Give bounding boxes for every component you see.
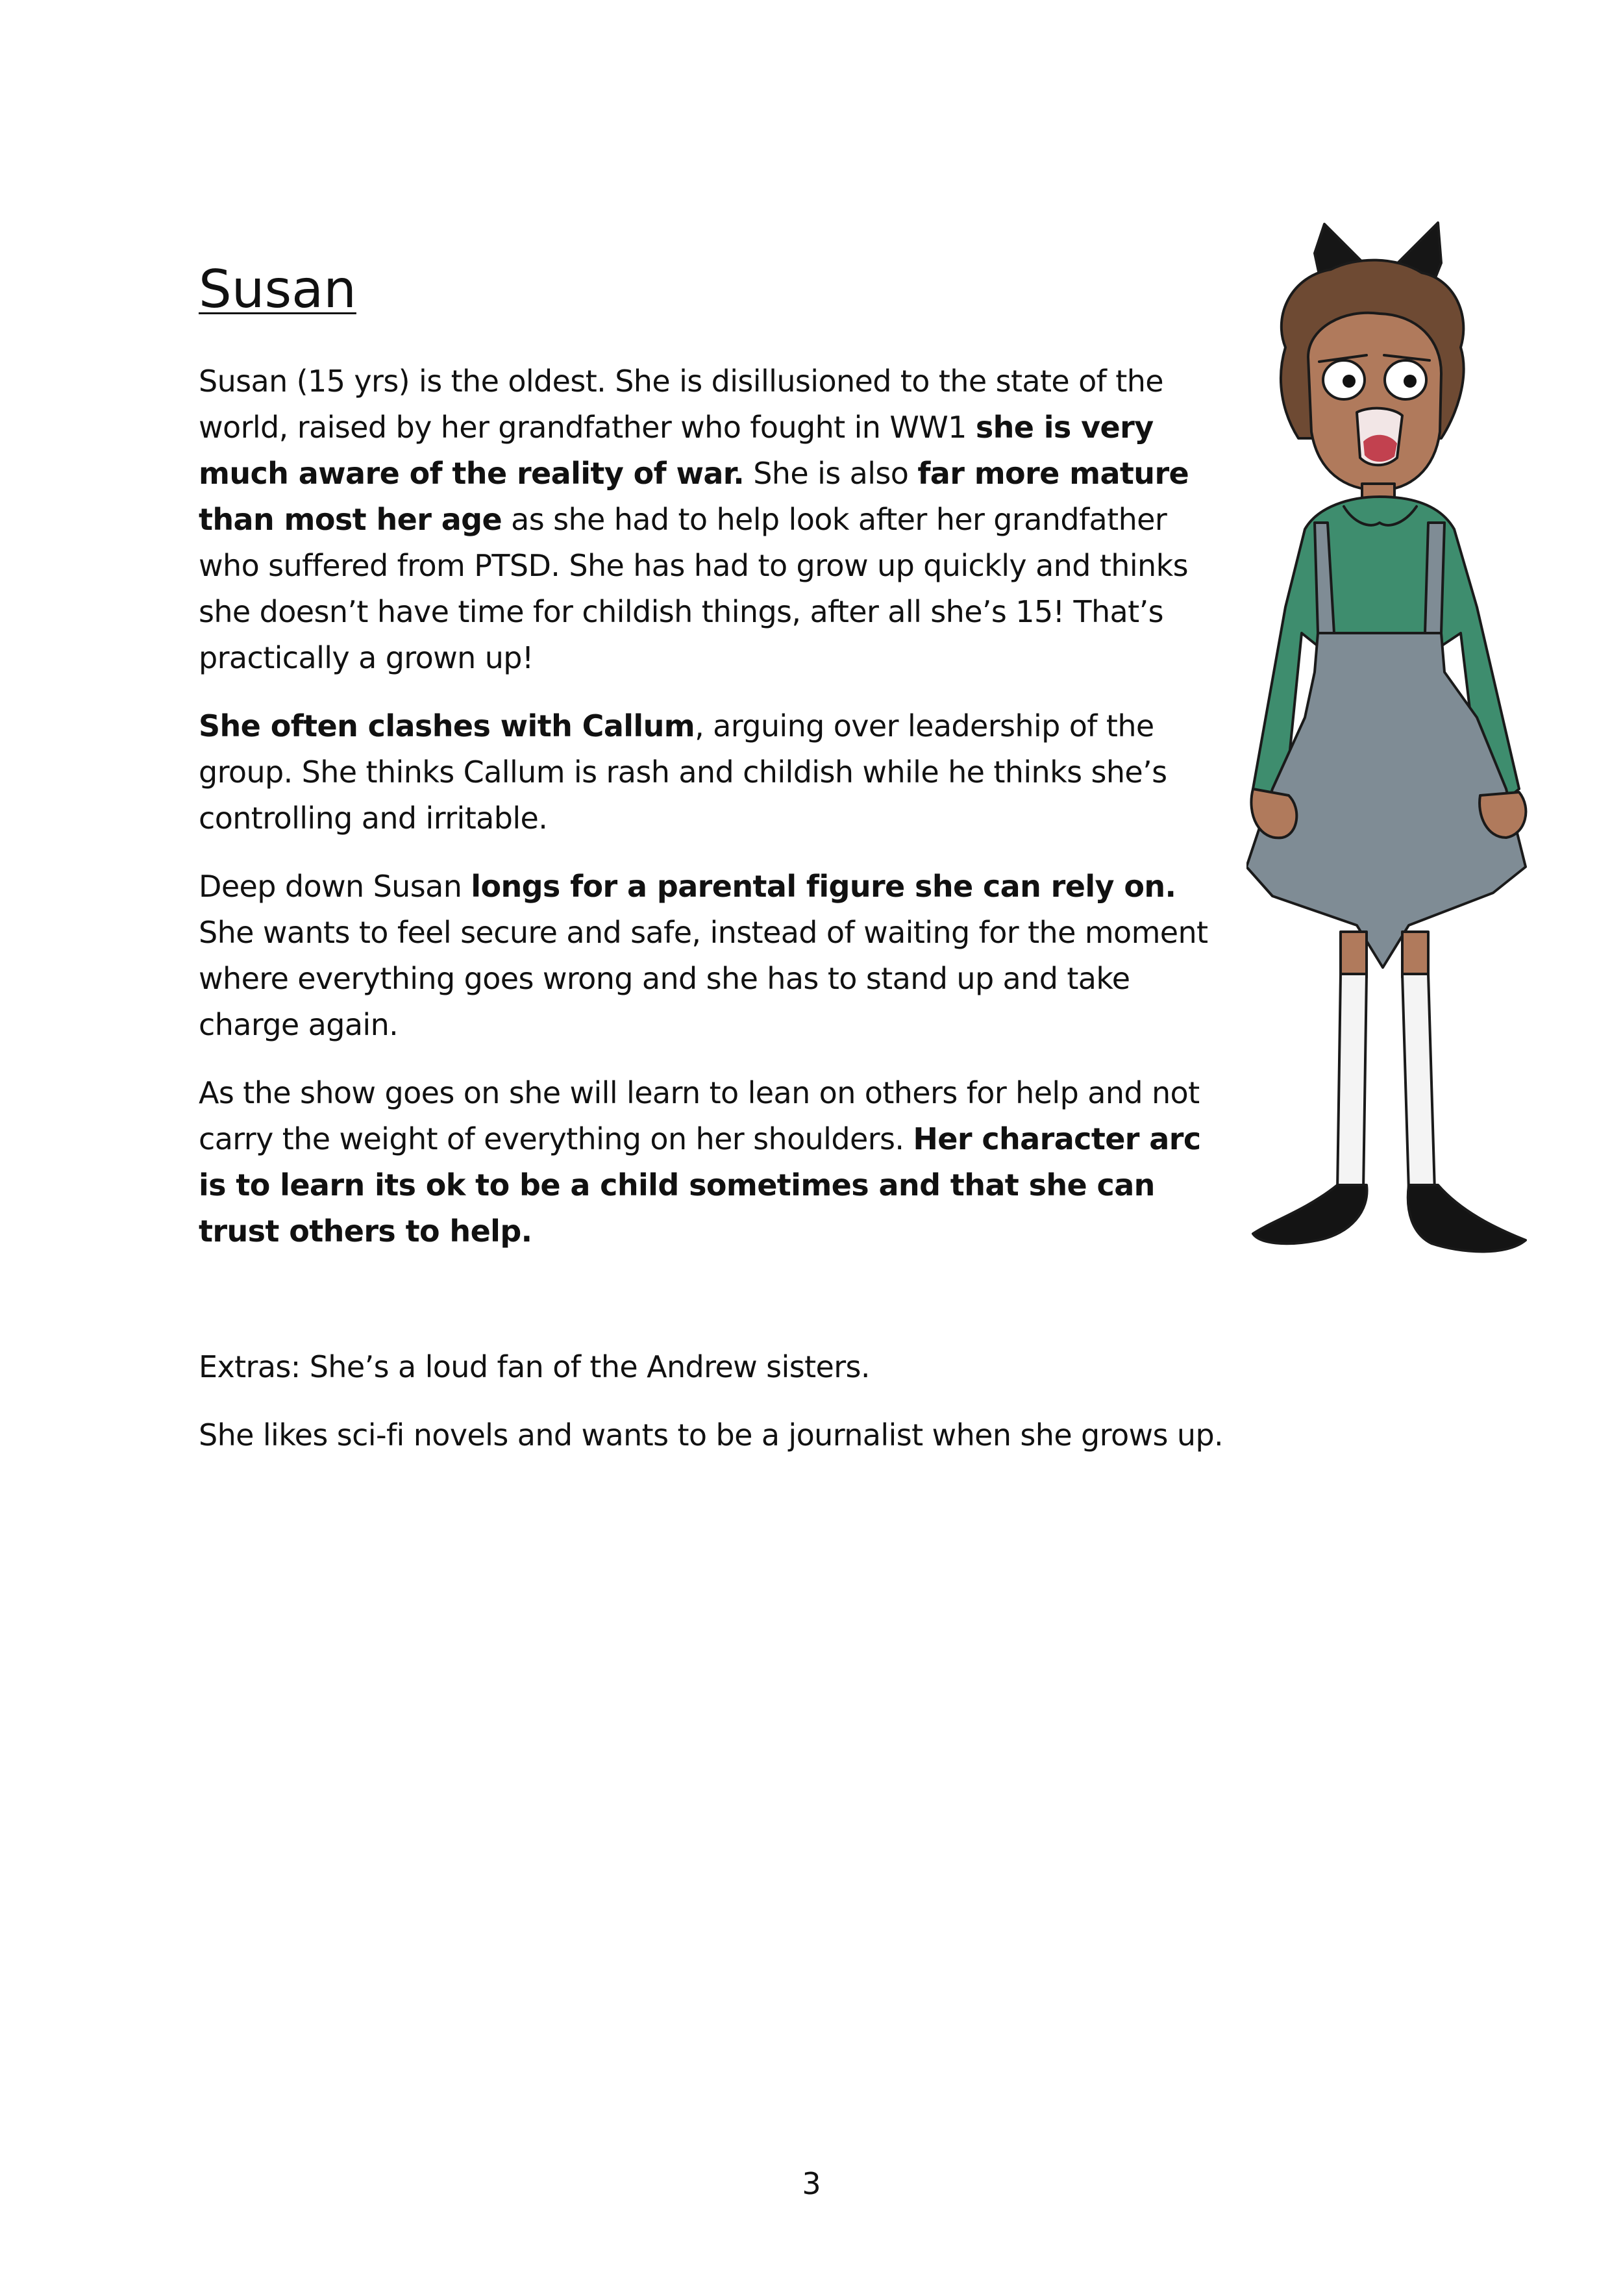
text-run: As the show goes on she will learn to lean on others for help and not carry the weight of everything on her shoulders. — [199, 1075, 1200, 1156]
spacer — [199, 1277, 1224, 1344]
text-run: Deep down Susan — [199, 869, 471, 904]
bold-text-run: Her character arc is to learn its ok to be a child sometimes and that she can trust others to help. — [199, 1121, 1201, 1249]
bold-text-run: far more mature than most her age — [199, 456, 1189, 537]
bold-text-run: longs for a parental figure she can rely on. — [471, 869, 1176, 904]
page-title: Susan — [199, 259, 356, 319]
body-paragraphs — [199, 358, 1224, 1254]
character-illustration — [1246, 218, 1623, 1386]
left-shoe — [1253, 1185, 1367, 1243]
text-run: Susan (15 yrs) is the oldest. She is disillusioned to the state of the world, raised by her grandfather who fought in WW1 — [199, 364, 1163, 445]
paragraph — [199, 703, 1224, 842]
page-number: 3 — [802, 2166, 821, 2201]
paragraph — [199, 358, 1224, 681]
right-sock — [1402, 974, 1435, 1192]
extras-line: She likes sci-fi novels and wants to be a journalist when she grows up. — [199, 1417, 1224, 1453]
bold-text-run: she is very much aware of the reality of war. — [199, 410, 1154, 491]
extras-line: Extras: She’s a loud fan of the Andrew sisters. — [199, 1349, 870, 1384]
text-run: She wants to feel secure and safe, instead of waiting for the moment where everything goes wrong and she has to stand up and take charge again. — [199, 915, 1208, 1042]
text-column — [199, 260, 1224, 1480]
left-sock — [1337, 974, 1367, 1192]
right-shoe — [1408, 1185, 1526, 1252]
paragraph — [199, 864, 1224, 1048]
text-run: , arguing over leadership of the group. She thinks Callum is rash and childish while he thinks she’s controlling and irritable. — [199, 708, 1167, 836]
text-run: She is also — [744, 456, 918, 491]
text-run: as she had to help look after her grandfather who suffered from PTSD. She has had to grow up quickly and thinks she doesn’t have time for childish things, after all she’s 15! That’s practically a grown up! — [199, 502, 1188, 675]
paragraph — [199, 1070, 1224, 1254]
bold-text-run: She often clashes with Callum — [199, 708, 695, 743]
